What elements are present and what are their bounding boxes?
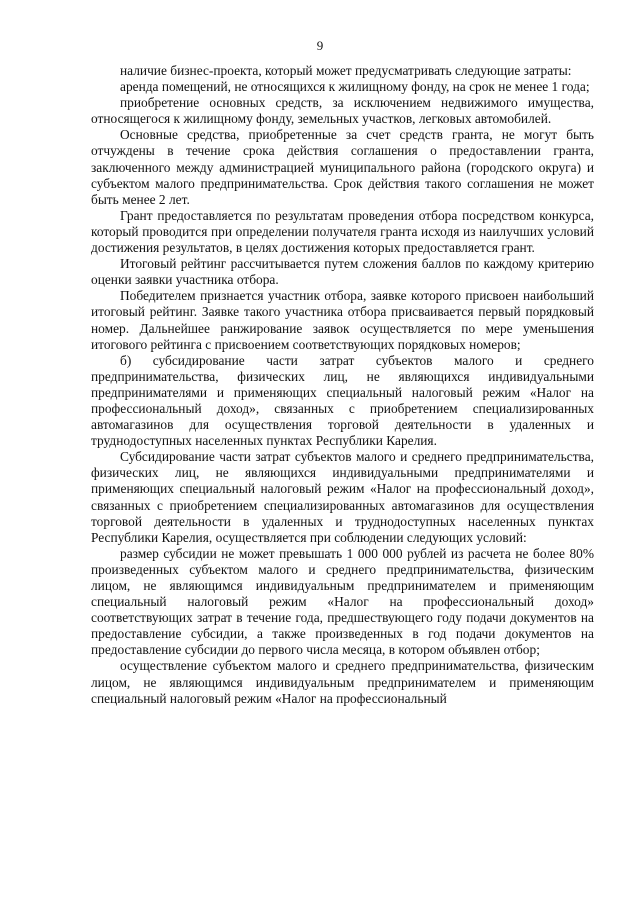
paragraph-winner: Победителем признается участник отбора, заявке которого присвоен наибольший итоговый рейтинг. Заявке такого участника отбора присваивается первый порядковый номер. Дальнейшее ранжирование заявок осуществляется по мере уменьшения итогового рейтинга с присвоением соответствующих порядковых номеров; xyxy=(91,288,594,352)
paragraph-business-project: наличие бизнес-проекта, который может предусматривать следующие затраты: xyxy=(120,63,572,78)
paragraph-subsidy-conditions: Субсидирование части затрат субъектов малого и среднего предпринимательства, физических лиц, не являющихся индивидуальными предпринимателями и применяющих специальный налоговый режим «Налог на профессиональный доход», связанных с приобретением специализированных автомагазинов для осуществления торговой деятельности в удаленных и труднодоступных населенных пунктах Республики Карелия, осуществляется при соблюдении следующих условий: xyxy=(91,449,594,545)
paragraph-fixed-assets: приобретение основных средств, за исключением недвижимого имущества, относящегося к жилищному фонду, земельных участков, легковых автомобилей. xyxy=(91,95,594,127)
body-text xyxy=(91,63,594,707)
paragraph-final-rating: Итоговый рейтинг рассчитывается путем сложения баллов по каждому критерию оценки заявки участника отбора. xyxy=(91,256,594,288)
paragraph-subsidy-amount: размер субсидии не может превышать 1 000 000 рублей из расчета не более 80% произведенных субъектом малого и среднего предпринимательства, физическим лицом, не являющимся индивидуальным предпринимателем и применяющим специальный налоговый режим «Налог на профессиональный доход» соответствующих затрат в течение года, предшествующего году подачи документов на предоставление субсидии, а также произведенных в год подачи документов на предоставление субсидии до первого числа месяца, в котором объявлен отбор; xyxy=(91,545,594,658)
paragraph-grant-assets-restriction: Основные средства, приобретенные за счет средств гранта, не могут быть отчуждены в течение срока действия соглашения о предоставлении гранта, заключенного между администрацией муниципального района (городского округа) и субъектом малого предпринимательства. Срок действия такого соглашения не может быть менее 2 лет. xyxy=(91,127,594,207)
paragraph-grant-selection: Грант предоставляется по результатам проведения отбора посредством конкурса, который проводится при определении получателя гранта исходя из наилучших условий достижения результатов, в целях достижения которых предоставляется грант. xyxy=(91,207,594,256)
paragraph-subsidy-b: б) субсидирование части затрат субъектов малого и среднего предпринимательства, физических лиц, не являющихся индивидуальными предпринимателями и применяющих специальный налоговый режим «Налог на профессиональный доход», связанных с приобретением специализированных автомагазинов для осуществления торговой деятельности в удаленных и труднодоступных населенных пунктах Республики Карелия. xyxy=(91,352,594,449)
paragraph-premises-rent: аренда помещений, не относящихся к жилищному фонду, на срок не менее 1 года; xyxy=(120,79,590,95)
paragraph-implementation: осуществление субъектом малого и среднего предпринимательства, физическим лицом, не являющимся индивидуальным предпринимателем и применяющим специальный налоговый режим «Налог на профессиональный xyxy=(91,658,594,706)
page-number: 9 xyxy=(316,38,324,53)
